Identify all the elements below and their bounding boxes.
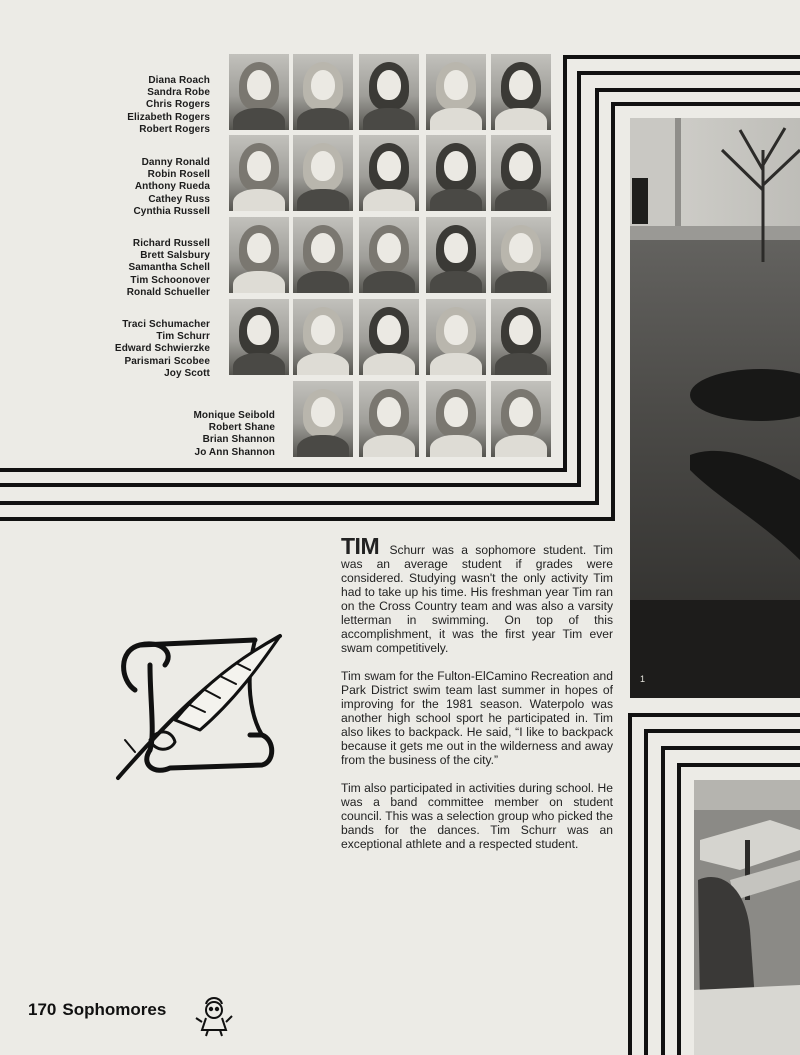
- campus-lawn-photo: [630, 118, 800, 698]
- page-folio: [28, 1000, 166, 1020]
- student-name: Brian Shannon: [202, 434, 275, 446]
- photo-caption-mark: 1: [640, 674, 646, 684]
- student-name: Cathey Russ: [148, 193, 210, 205]
- student-name: Sandra Robe: [147, 87, 210, 99]
- story-text: Schurr was a sophomore student. Tim was an average student if grades were considered. Studying wasn't the only activity Tim had to take up his time. His freshman year Tim ran on the Cross Country team and was also a varsity letterman in swimming. On top of this accomplishment, it was the first year Tim ever swam competitively.: [341, 543, 613, 655]
- student-name: Diana Roach: [148, 75, 210, 86]
- scroll-quill-icon: [118, 636, 280, 778]
- student-name: Tim Schurr: [156, 331, 210, 343]
- student-name: Danny Ronald: [141, 157, 210, 168]
- story-paragraph: Tim also participated in activities during school. He was a band committee member on student council. This was a selection group who picked the bands for the dances. Tim Schurr was an exceptional athlete and a respected student.: [341, 781, 613, 851]
- classroom-photo: [694, 780, 800, 1055]
- student-name: Joy Scott: [164, 367, 210, 379]
- student-name: Traci Schumacher: [122, 319, 210, 330]
- mascot-icon: [196, 998, 232, 1036]
- student-name: Monique Seibold: [193, 410, 275, 421]
- student-name: Robert Rogers: [139, 123, 210, 135]
- student-name: Cynthia Russell: [133, 205, 210, 217]
- student-name: Edward Schwierzke: [114, 343, 210, 355]
- student-name: Ronald Schueller: [126, 286, 210, 298]
- student-name: Elizabeth Rogers: [127, 111, 210, 123]
- student-name: Samantha Schell: [128, 262, 210, 274]
- section-title: Sophomores: [62, 1000, 167, 1019]
- story-lead-word: TIM: [341, 533, 380, 559]
- student-name: Parismari Scobee: [124, 355, 210, 367]
- student-name: Anthony Rueda: [134, 181, 210, 193]
- story-paragraph: [341, 533, 613, 655]
- student-name: Chris Rogers: [146, 99, 210, 111]
- page-number: 170: [28, 1000, 57, 1019]
- student-name: Richard Russell: [132, 238, 210, 249]
- student-name: Robert Shane: [208, 422, 275, 434]
- student-name: Robin Rosell: [147, 169, 210, 181]
- feature-story: [341, 533, 613, 865]
- student-name: Tim Schoonover: [130, 274, 210, 286]
- student-name: Jo Ann Shannon: [194, 446, 275, 458]
- student-name: Brett Salsbury: [140, 250, 210, 262]
- story-paragraph: Tim swam for the Fulton-ElCamino Recreation and Park District swim team last summer in hopes of improving for the 1981 season. Waterpolo was another high school sport he participated in. Tim also likes to backpack. He said, “I like to backpack because it gets me out in the wilderness and away from the business of the city.”: [341, 669, 613, 767]
